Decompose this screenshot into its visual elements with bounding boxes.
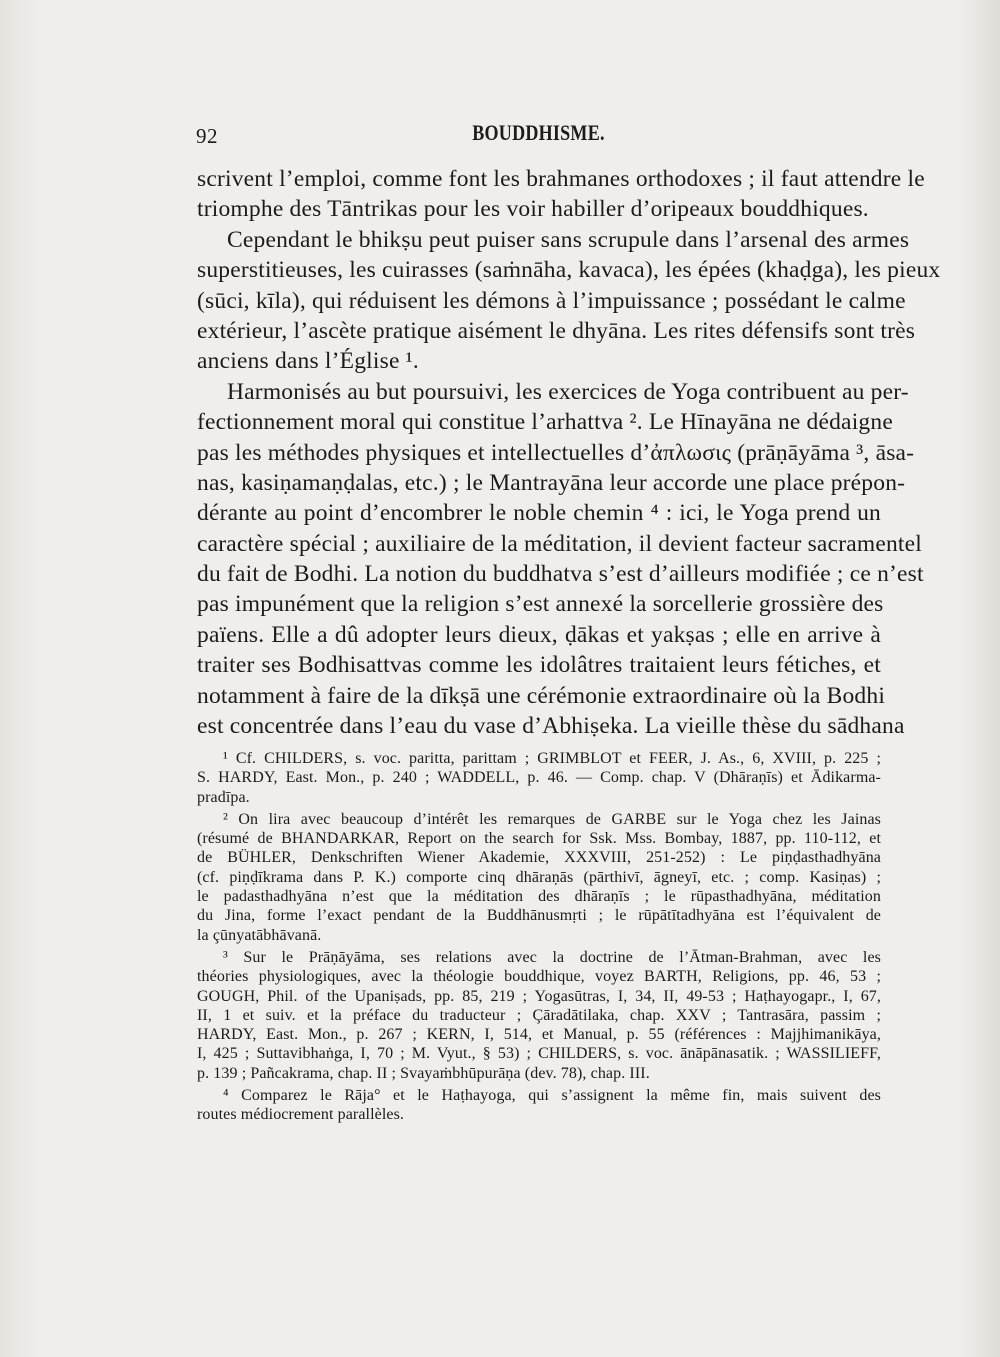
text-line: dérante au point d’encombrer le noble chemin ⁴ : ici, le Yoga prend un [197,500,881,527]
main-text [197,164,941,741]
footnote-line: (résumé de BHANDARKAR, Report on the search for Ssk. Mss. Bombay, 1887, pp. 110-112, et [197,830,881,848]
footnote-line: p. 139 ; Pañcakrama, chap. II ; Svayaṁbhūpurāṇa (dev. 78), chap. III. [197,1064,650,1082]
footnote-line: GOUGH, Phil. of the Upaniṣads, pp. 85, 219 ; Yogasūtras, I, 34, II, 49-53 ; Haṭhayogapr., I, 67, [197,987,881,1005]
text-line: (sūci, kīla), qui réduisent les démons à l’impuissance ; possédant le calme [197,287,906,314]
footnote-line: le padasthadhyāna n’est que la méditation des dhāraṇīs ; le rūpasthadhyāna, méditation [197,888,881,906]
footnote-line: routes médiocrement parallèles. [197,1106,405,1124]
text-line: Harmonisés au but poursuivi, les exercices de Yoga contribuent au per- [227,378,909,405]
footnotes [197,749,881,1128]
text-line: scrivent l’emploi, comme font les brahmanes orthodoxes ; il faut attendre le [197,166,925,192]
footnote-line: du Jina, forme l’exact pendant de la Buddhānusmṛti ; le rūpātītadhyāna est l’équivalent de [197,907,881,925]
text-line: est concentrée dans l’eau du vase d’Abhiṣeka. La vieille thèse du sādhana [197,713,905,740]
footnote-line: S. HARDY, East. Mon., p. 240 ; WADDELL, p. 46. — Comp. chap. V (Dhāraṇīs) et Ādikarma- [197,769,881,787]
footnote-3 [197,948,881,1083]
page-number: 92 [196,124,218,148]
footnote-line: la çūnyatābhāvanā. [197,926,322,944]
footnote-line: ¹ Cf. CHILDERS, s. voc. paritta, parittam ; GRIMBLOT et FEER, J. As., 6, XVIII, p. 225 ; [223,750,881,767]
footnote-line: pradīpa. [197,788,250,806]
text-line: traiter ses Bodhisattvas comme les idolâtres traitaient leurs fétiches, et [197,652,881,679]
text-line: superstitieuses, les cuirasses (saṁnāha, kavaca), les épées (khaḍga), les pieux [197,257,941,284]
footnote-4 [197,1086,881,1125]
footnote-line: HARDY, East. Mon., p. 267 ; KERN, I, 514, et Manual, p. 55 (références : Majjhimanikāya, [197,1026,881,1044]
running-title: BOUDDHISME. [472,120,605,145]
page-header [196,118,881,148]
text-line: notamment à faire de la dīkṣā une cérémonie extraordinaire où la Bodhi [197,682,886,709]
text-line: triomphe des Tāntrikas pour les voir habiller d’oripeaux bouddhiques. [197,196,869,223]
footnote-line: de BÜHLER, Denkschriften Wiener Akademie, XXXVIII, 251-252) : Le piṇḍasthadhyāna [197,849,881,867]
text-line: nas, kasiṇamaṇḍalas, etc.) ; le Mantrayāna leur accorde une place prépon- [197,469,906,496]
footnote-line: ³ Sur le Prāṇāyāma, ses relations avec la doctrine de l’Ātman-Brahman, avec les [223,948,881,966]
text-line: caractère spécial ; auxiliaire de la méditation, il devient facteur sacramentel [197,530,922,557]
text-line: extérieur, l’ascète pratique aisément le dhyāna. Les rites défensifs sont très [197,317,916,344]
text-line: fectionnement moral qui constitue l’arhattva ². Le Hīnayāna ne dédaigne [197,409,893,436]
footnote-1 [197,749,881,807]
footnote-2 [197,810,881,945]
text-line: du fait de Bodhi. La notion du buddhatva s’est d’ailleurs modifiée ; ce n’est [197,561,924,588]
footnote-line: (cf. piṇḍīkrama dans P. K.) comporte cinq dhāraṇās (pārthivī, āgneyī, etc. ; comp. Kasiṇas) ; [197,868,881,886]
footnote-line: ⁴ Comparez le Rāja° et le Haṭhayoga, qui s’assignent la même fin, mais suivent des [223,1087,881,1105]
footnote-line: théories physiologiques, avec la théologie bouddhique, voyez BARTH, Religions, pp. 46, 53 ; [197,968,881,986]
text-line: païens. Elle a dû adopter leurs dieux, ḍākas et yakṣas ; elle en arrive à [197,621,881,648]
text-line: anciens dans l’Église ¹. [197,348,419,375]
text-line: pas les méthodes physiques et intellectuelles d’ἀπλωσις (prāṇāyāma ³, āsa- [197,439,915,466]
text-line: Cependant le bhikṣu peut puiser sans scrupule dans l’arsenal des armes [227,226,910,253]
footnote-line: ² On lira avec beaucoup d’intérêt les remarques de GARBE sur le Yoga chez les Jainas [223,810,881,828]
footnote-line: I, 425 ; Suttavibhaṅga, I, 70 ; M. Vyut., § 53) ; CHILDERS, s. voc. ānāpānasatik. ; WASSILIEFF, [197,1045,881,1063]
text-line: pas impunément que la religion s’est annexé la sorcellerie grossière des [197,591,884,618]
footnote-line: II, 1 et suiv. et la préface du traducteur ; Çāradātilaka, chap. XXV ; Tantrasāra, passim ; [197,1006,881,1024]
